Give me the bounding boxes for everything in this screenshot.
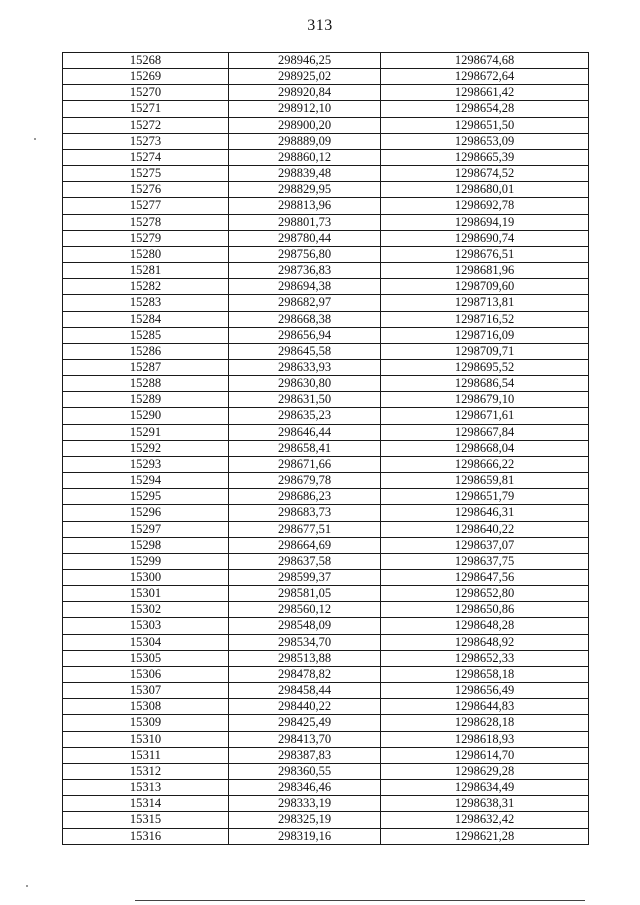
y-coordinate-cell: 1298668,04 xyxy=(381,440,589,456)
table-row xyxy=(63,279,589,295)
table-row xyxy=(63,683,589,699)
table-row xyxy=(63,133,589,149)
x-coordinate-cell: 298581,05 xyxy=(229,586,381,602)
coordinates-table xyxy=(62,52,589,845)
y-coordinate-cell: 1298679,10 xyxy=(381,392,589,408)
table-row xyxy=(63,505,589,521)
point-number-cell: 15286 xyxy=(63,343,229,359)
point-number-cell: 15278 xyxy=(63,214,229,230)
x-coordinate-cell: 298425,49 xyxy=(229,715,381,731)
point-number-cell: 15269 xyxy=(63,69,229,85)
point-number-cell: 15295 xyxy=(63,489,229,505)
point-number-cell: 15279 xyxy=(63,230,229,246)
table-row xyxy=(63,408,589,424)
point-number-cell: 15273 xyxy=(63,133,229,149)
y-coordinate-cell: 1298665,39 xyxy=(381,149,589,165)
x-coordinate-cell: 298637,58 xyxy=(229,553,381,569)
table-row xyxy=(63,230,589,246)
table-row xyxy=(63,521,589,537)
table-row xyxy=(63,69,589,85)
point-number-cell: 15282 xyxy=(63,279,229,295)
x-coordinate-cell: 298548,09 xyxy=(229,618,381,634)
y-coordinate-cell: 1298651,79 xyxy=(381,489,589,505)
x-coordinate-cell: 298413,70 xyxy=(229,731,381,747)
table-row xyxy=(63,343,589,359)
point-number-cell: 15289 xyxy=(63,392,229,408)
point-number-cell: 15306 xyxy=(63,666,229,682)
y-coordinate-cell: 1298634,49 xyxy=(381,780,589,796)
y-coordinate-cell: 1298644,83 xyxy=(381,699,589,715)
x-coordinate-cell: 298664,69 xyxy=(229,537,381,553)
point-number-cell: 15302 xyxy=(63,602,229,618)
x-coordinate-cell: 298683,73 xyxy=(229,505,381,521)
point-number-cell: 15285 xyxy=(63,327,229,343)
table-row xyxy=(63,796,589,812)
y-coordinate-cell: 1298653,09 xyxy=(381,133,589,149)
y-coordinate-cell: 1298621,28 xyxy=(381,828,589,844)
y-coordinate-cell: 1298680,01 xyxy=(381,182,589,198)
point-number-cell: 15300 xyxy=(63,570,229,586)
y-coordinate-cell: 1298661,42 xyxy=(381,85,589,101)
x-coordinate-cell: 298736,83 xyxy=(229,263,381,279)
point-number-cell: 15274 xyxy=(63,149,229,165)
y-coordinate-cell: 1298713,81 xyxy=(381,295,589,311)
y-coordinate-cell: 1298666,22 xyxy=(381,456,589,472)
table-row xyxy=(63,537,589,553)
table-row xyxy=(63,182,589,198)
table-row xyxy=(63,666,589,682)
x-coordinate-cell: 298671,66 xyxy=(229,456,381,472)
point-number-cell: 15307 xyxy=(63,683,229,699)
y-coordinate-cell: 1298716,52 xyxy=(381,311,589,327)
x-coordinate-cell: 298599,37 xyxy=(229,570,381,586)
table-row xyxy=(63,715,589,731)
x-coordinate-cell: 298633,93 xyxy=(229,359,381,375)
y-coordinate-cell: 1298692,78 xyxy=(381,198,589,214)
table-row xyxy=(63,359,589,375)
table-row xyxy=(63,553,589,569)
page-number: 313 xyxy=(307,17,333,34)
x-coordinate-cell: 298346,46 xyxy=(229,780,381,796)
x-coordinate-cell: 298694,38 xyxy=(229,279,381,295)
table-row xyxy=(63,53,589,69)
table-row xyxy=(63,392,589,408)
y-coordinate-cell: 1298654,28 xyxy=(381,101,589,117)
x-coordinate-cell: 298839,48 xyxy=(229,166,381,182)
point-number-cell: 15277 xyxy=(63,198,229,214)
x-coordinate-cell: 298920,84 xyxy=(229,85,381,101)
point-number-cell: 15275 xyxy=(63,166,229,182)
y-coordinate-cell: 1298629,28 xyxy=(381,763,589,779)
table-row xyxy=(63,618,589,634)
table-row xyxy=(63,85,589,101)
x-coordinate-cell: 298677,51 xyxy=(229,521,381,537)
x-coordinate-cell: 298325,19 xyxy=(229,812,381,828)
point-number-cell: 15301 xyxy=(63,586,229,602)
y-coordinate-cell: 1298694,19 xyxy=(381,214,589,230)
x-coordinate-cell: 298679,78 xyxy=(229,473,381,489)
x-coordinate-cell: 298635,23 xyxy=(229,408,381,424)
point-number-cell: 15297 xyxy=(63,521,229,537)
x-coordinate-cell: 298900,20 xyxy=(229,117,381,133)
x-coordinate-cell: 298440,22 xyxy=(229,699,381,715)
x-coordinate-cell: 298756,80 xyxy=(229,246,381,262)
table-row xyxy=(63,424,589,440)
table-row xyxy=(63,489,589,505)
point-number-cell: 15311 xyxy=(63,747,229,763)
table-row xyxy=(63,295,589,311)
y-coordinate-cell: 1298686,54 xyxy=(381,376,589,392)
x-coordinate-cell: 298387,83 xyxy=(229,747,381,763)
scan-speck xyxy=(26,885,28,887)
x-coordinate-cell: 298686,23 xyxy=(229,489,381,505)
point-number-cell: 15309 xyxy=(63,715,229,731)
table-row xyxy=(63,456,589,472)
x-coordinate-cell: 298646,44 xyxy=(229,424,381,440)
point-number-cell: 15268 xyxy=(63,53,229,69)
y-coordinate-cell: 1298676,51 xyxy=(381,246,589,262)
y-coordinate-cell: 1298716,09 xyxy=(381,327,589,343)
y-coordinate-cell: 1298671,61 xyxy=(381,408,589,424)
point-number-cell: 15293 xyxy=(63,456,229,472)
table-row xyxy=(63,602,589,618)
point-number-cell: 15294 xyxy=(63,473,229,489)
point-number-cell: 15305 xyxy=(63,650,229,666)
x-coordinate-cell: 298860,12 xyxy=(229,149,381,165)
table-row xyxy=(63,650,589,666)
y-coordinate-cell: 1298618,93 xyxy=(381,731,589,747)
point-number-cell: 15284 xyxy=(63,311,229,327)
y-coordinate-cell: 1298709,60 xyxy=(381,279,589,295)
point-number-cell: 15290 xyxy=(63,408,229,424)
y-coordinate-cell: 1298648,92 xyxy=(381,634,589,650)
y-coordinate-cell: 1298709,71 xyxy=(381,343,589,359)
x-coordinate-cell: 298458,44 xyxy=(229,683,381,699)
table-row xyxy=(63,828,589,844)
y-coordinate-cell: 1298652,33 xyxy=(381,650,589,666)
x-coordinate-cell: 298668,38 xyxy=(229,311,381,327)
table-row xyxy=(63,214,589,230)
y-coordinate-cell: 1298674,68 xyxy=(381,53,589,69)
table-row xyxy=(63,327,589,343)
point-number-cell: 15308 xyxy=(63,699,229,715)
point-number-cell: 15316 xyxy=(63,828,229,844)
x-coordinate-cell: 298829,95 xyxy=(229,182,381,198)
y-coordinate-cell: 1298638,31 xyxy=(381,796,589,812)
point-number-cell: 15303 xyxy=(63,618,229,634)
point-number-cell: 15283 xyxy=(63,295,229,311)
x-coordinate-cell: 298319,16 xyxy=(229,828,381,844)
point-number-cell: 15281 xyxy=(63,263,229,279)
x-coordinate-cell: 298333,19 xyxy=(229,796,381,812)
point-number-cell: 15276 xyxy=(63,182,229,198)
table-row xyxy=(63,586,589,602)
y-coordinate-cell: 1298651,50 xyxy=(381,117,589,133)
y-coordinate-cell: 1298695,52 xyxy=(381,359,589,375)
y-coordinate-cell: 1298632,42 xyxy=(381,812,589,828)
point-number-cell: 15287 xyxy=(63,359,229,375)
y-coordinate-cell: 1298658,18 xyxy=(381,666,589,682)
table-row xyxy=(63,763,589,779)
table-row xyxy=(63,473,589,489)
x-coordinate-cell: 298813,96 xyxy=(229,198,381,214)
table-row xyxy=(63,311,589,327)
point-number-cell: 15296 xyxy=(63,505,229,521)
y-coordinate-cell: 1298681,96 xyxy=(381,263,589,279)
table-row xyxy=(63,263,589,279)
y-coordinate-cell: 1298646,31 xyxy=(381,505,589,521)
table-row xyxy=(63,812,589,828)
y-coordinate-cell: 1298674,52 xyxy=(381,166,589,182)
point-number-cell: 15299 xyxy=(63,553,229,569)
y-coordinate-cell: 1298648,28 xyxy=(381,618,589,634)
table-row xyxy=(63,198,589,214)
x-coordinate-cell: 298682,97 xyxy=(229,295,381,311)
table-row xyxy=(63,731,589,747)
table-row xyxy=(63,149,589,165)
table-row xyxy=(63,440,589,456)
table-row xyxy=(63,634,589,650)
x-coordinate-cell: 298925,02 xyxy=(229,69,381,85)
bottom-rule xyxy=(135,900,585,901)
table-row xyxy=(63,246,589,262)
y-coordinate-cell: 1298637,07 xyxy=(381,537,589,553)
point-number-cell: 15315 xyxy=(63,812,229,828)
y-coordinate-cell: 1298667,84 xyxy=(381,424,589,440)
y-coordinate-cell: 1298640,22 xyxy=(381,521,589,537)
y-coordinate-cell: 1298637,75 xyxy=(381,553,589,569)
point-number-cell: 15292 xyxy=(63,440,229,456)
y-coordinate-cell: 1298647,56 xyxy=(381,570,589,586)
table-row xyxy=(63,780,589,796)
point-number-cell: 15304 xyxy=(63,634,229,650)
table-row xyxy=(63,747,589,763)
point-number-cell: 15291 xyxy=(63,424,229,440)
x-coordinate-cell: 298946,25 xyxy=(229,53,381,69)
x-coordinate-cell: 298780,44 xyxy=(229,230,381,246)
point-number-cell: 15270 xyxy=(63,85,229,101)
table-row xyxy=(63,101,589,117)
table-row xyxy=(63,117,589,133)
x-coordinate-cell: 298801,73 xyxy=(229,214,381,230)
x-coordinate-cell: 298478,82 xyxy=(229,666,381,682)
y-coordinate-cell: 1298672,64 xyxy=(381,69,589,85)
table-row xyxy=(63,570,589,586)
point-number-cell: 15288 xyxy=(63,376,229,392)
x-coordinate-cell: 298645,58 xyxy=(229,343,381,359)
scan-speck xyxy=(34,138,36,140)
point-number-cell: 15272 xyxy=(63,117,229,133)
x-coordinate-cell: 298631,50 xyxy=(229,392,381,408)
x-coordinate-cell: 298513,88 xyxy=(229,650,381,666)
y-coordinate-cell: 1298656,49 xyxy=(381,683,589,699)
y-coordinate-cell: 1298652,80 xyxy=(381,586,589,602)
table-row xyxy=(63,376,589,392)
y-coordinate-cell: 1298690,74 xyxy=(381,230,589,246)
point-number-cell: 15280 xyxy=(63,246,229,262)
y-coordinate-cell: 1298650,86 xyxy=(381,602,589,618)
x-coordinate-cell: 298656,94 xyxy=(229,327,381,343)
x-coordinate-cell: 298889,09 xyxy=(229,133,381,149)
point-number-cell: 15298 xyxy=(63,537,229,553)
y-coordinate-cell: 1298659,81 xyxy=(381,473,589,489)
x-coordinate-cell: 298560,12 xyxy=(229,602,381,618)
x-coordinate-cell: 298658,41 xyxy=(229,440,381,456)
y-coordinate-cell: 1298614,70 xyxy=(381,747,589,763)
x-coordinate-cell: 298912,10 xyxy=(229,101,381,117)
x-coordinate-cell: 298630,80 xyxy=(229,376,381,392)
point-number-cell: 15271 xyxy=(63,101,229,117)
point-number-cell: 15312 xyxy=(63,763,229,779)
y-coordinate-cell: 1298628,18 xyxy=(381,715,589,731)
coordinates-table-body xyxy=(63,53,589,845)
point-number-cell: 15310 xyxy=(63,731,229,747)
table-row xyxy=(63,166,589,182)
point-number-cell: 15314 xyxy=(63,796,229,812)
x-coordinate-cell: 298360,55 xyxy=(229,763,381,779)
table-row xyxy=(63,699,589,715)
point-number-cell: 15313 xyxy=(63,780,229,796)
x-coordinate-cell: 298534,70 xyxy=(229,634,381,650)
